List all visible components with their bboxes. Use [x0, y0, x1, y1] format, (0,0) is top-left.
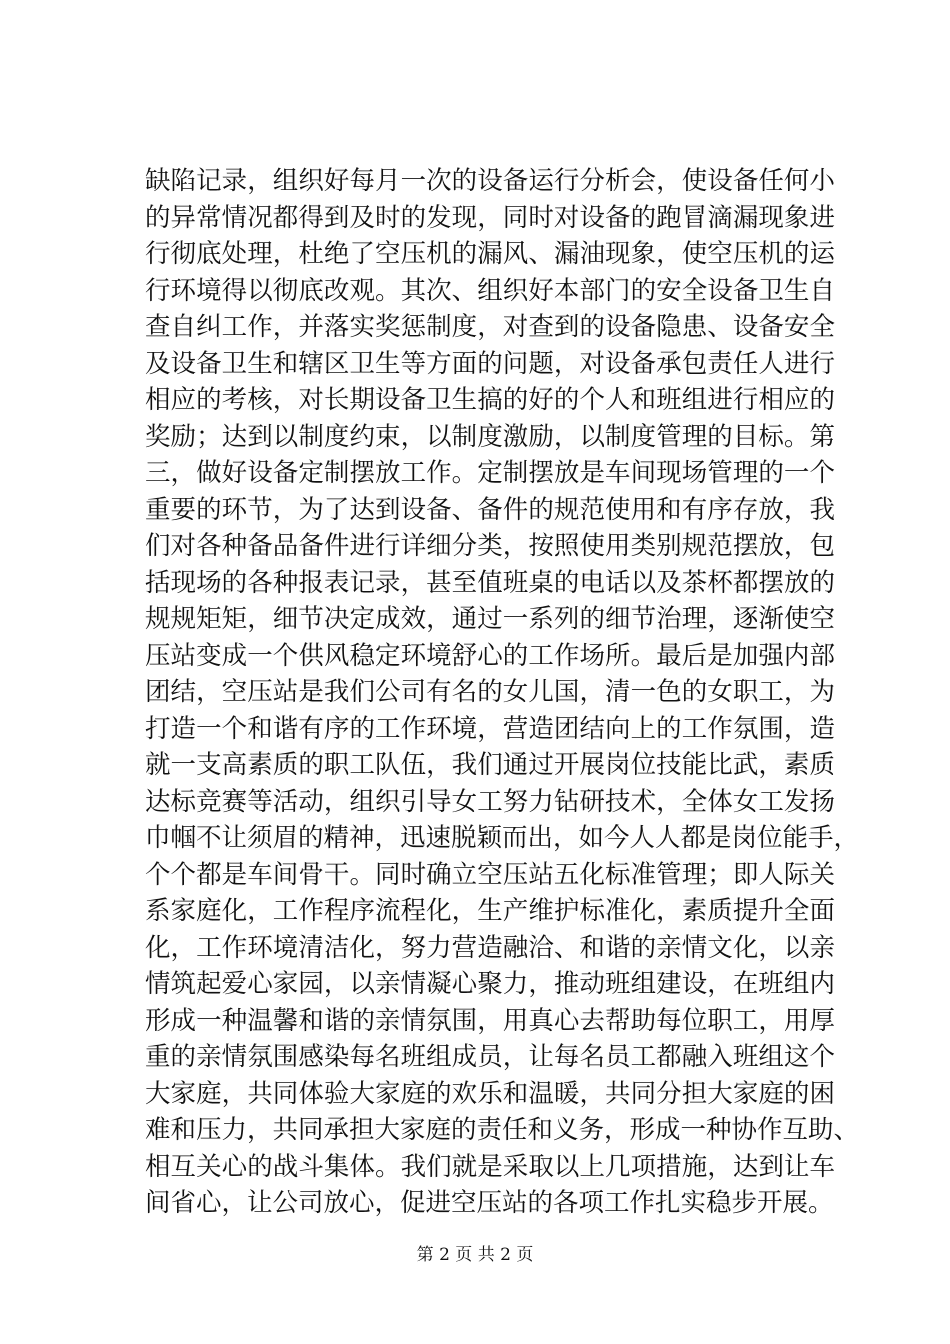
text-line: 间省心，让公司放心，促进空压站的各项工作扎实稳步开展。 [145, 1188, 834, 1218]
text-line: 大家庭，共同体验大家庭的欢乐和温暖，共同分担大家庭的困 [145, 1078, 835, 1109]
text-line: 个个都是车间骨干。同时确立空压站五化标准管理；即人际关 [145, 859, 835, 890]
text-line: 相互关心的战斗集体。我们就是采取以上几项措施，达到让车 [145, 1151, 835, 1182]
text-line: 达标竞赛等活动，组织引导女工努力钻研技术，全体女工发扬 [145, 786, 835, 817]
page-footer: 第 2 页 共 2 页 [416, 1245, 534, 1265]
text-line: 行彻底处理，杜绝了空压机的漏风、漏油现象，使空压机的运 [145, 239, 835, 269]
text-line: 规规矩矩，细节决定成效，通过一系列的细节治理，逐渐使空 [145, 604, 835, 634]
text-line: 括现场的各种报表记录，甚至值班桌的电话以及茶杯都摆放的 [145, 567, 835, 598]
text-line: 巾帼不让须眉的精神，迅速脱颖而出，如今人人都是岗位能手， [145, 823, 860, 853]
text-line: 难和压力，共同承担大家庭的责任和义务，形成一种协作互助、 [145, 1115, 860, 1145]
text-line: 们对各种备品备件进行详细分类，按照使用类别规范摆放，包 [145, 531, 835, 561]
text-line: 相应的考核，对长期设备卫生搞的好的个人和班组进行相应的 [145, 385, 835, 415]
text-line: 压站变成一个供风稳定环境舒心的工作场所。最后是加强内部 [145, 640, 835, 671]
text-line: 及设备卫生和辖区卫生等方面的问题，对设备承包责任人进行 [145, 348, 835, 379]
text-line: 行环境得以彻底改观。其次、组织好本部门的安全设备卫生自 [145, 275, 835, 306]
text-line: 查自纠工作，并落实奖惩制度，对查到的设备隐患、设备安全 [145, 312, 835, 342]
text-line: 团结，空压站是我们公司有名的女儿国，清一色的女职工，为 [145, 677, 835, 707]
text-line: 缺陷记录，组织好每月一次的设备运行分析会，使设备任何小 [145, 166, 835, 196]
text-line: 打造一个和谐有序的工作环境，营造团结向上的工作氛围，造 [145, 713, 835, 744]
text-line: 三，做好设备定制摆放工作。定制摆放是车间现场管理的一个 [145, 458, 835, 488]
text-line: 重的亲情氛围感染每名班组成员，让每名员工都融入班组这个 [145, 1042, 835, 1072]
text-line: 的异常情况都得到及时的发现，同时对设备的跑冒滴漏现象进 [145, 202, 835, 233]
text-line: 系家庭化，工作程序流程化，生产维护标准化，素质提升全面 [145, 896, 835, 926]
text-line: 化，工作环境清洁化，努力营造融洽、和谐的亲情文化，以亲 [145, 932, 835, 963]
text-line: 就一支高素质的职工队伍，我们通过开展岗位技能比武，素质 [145, 750, 835, 780]
text-line: 情筑起爱心家园，以亲情凝心聚力，推动班组建设，在班组内 [145, 969, 835, 999]
body-paragraph [145, 163, 860, 1222]
text-line: 奖励；达到以制度约束，以制度激励，以制度管理的目标。第 [145, 421, 835, 452]
text-line: 重要的环节，为了达到设备、备件的规范使用和有序存放，我 [145, 494, 835, 525]
text-line: 形成一种温馨和谐的亲情氛围，用真心去帮助每位职工，用厚 [145, 1005, 835, 1036]
